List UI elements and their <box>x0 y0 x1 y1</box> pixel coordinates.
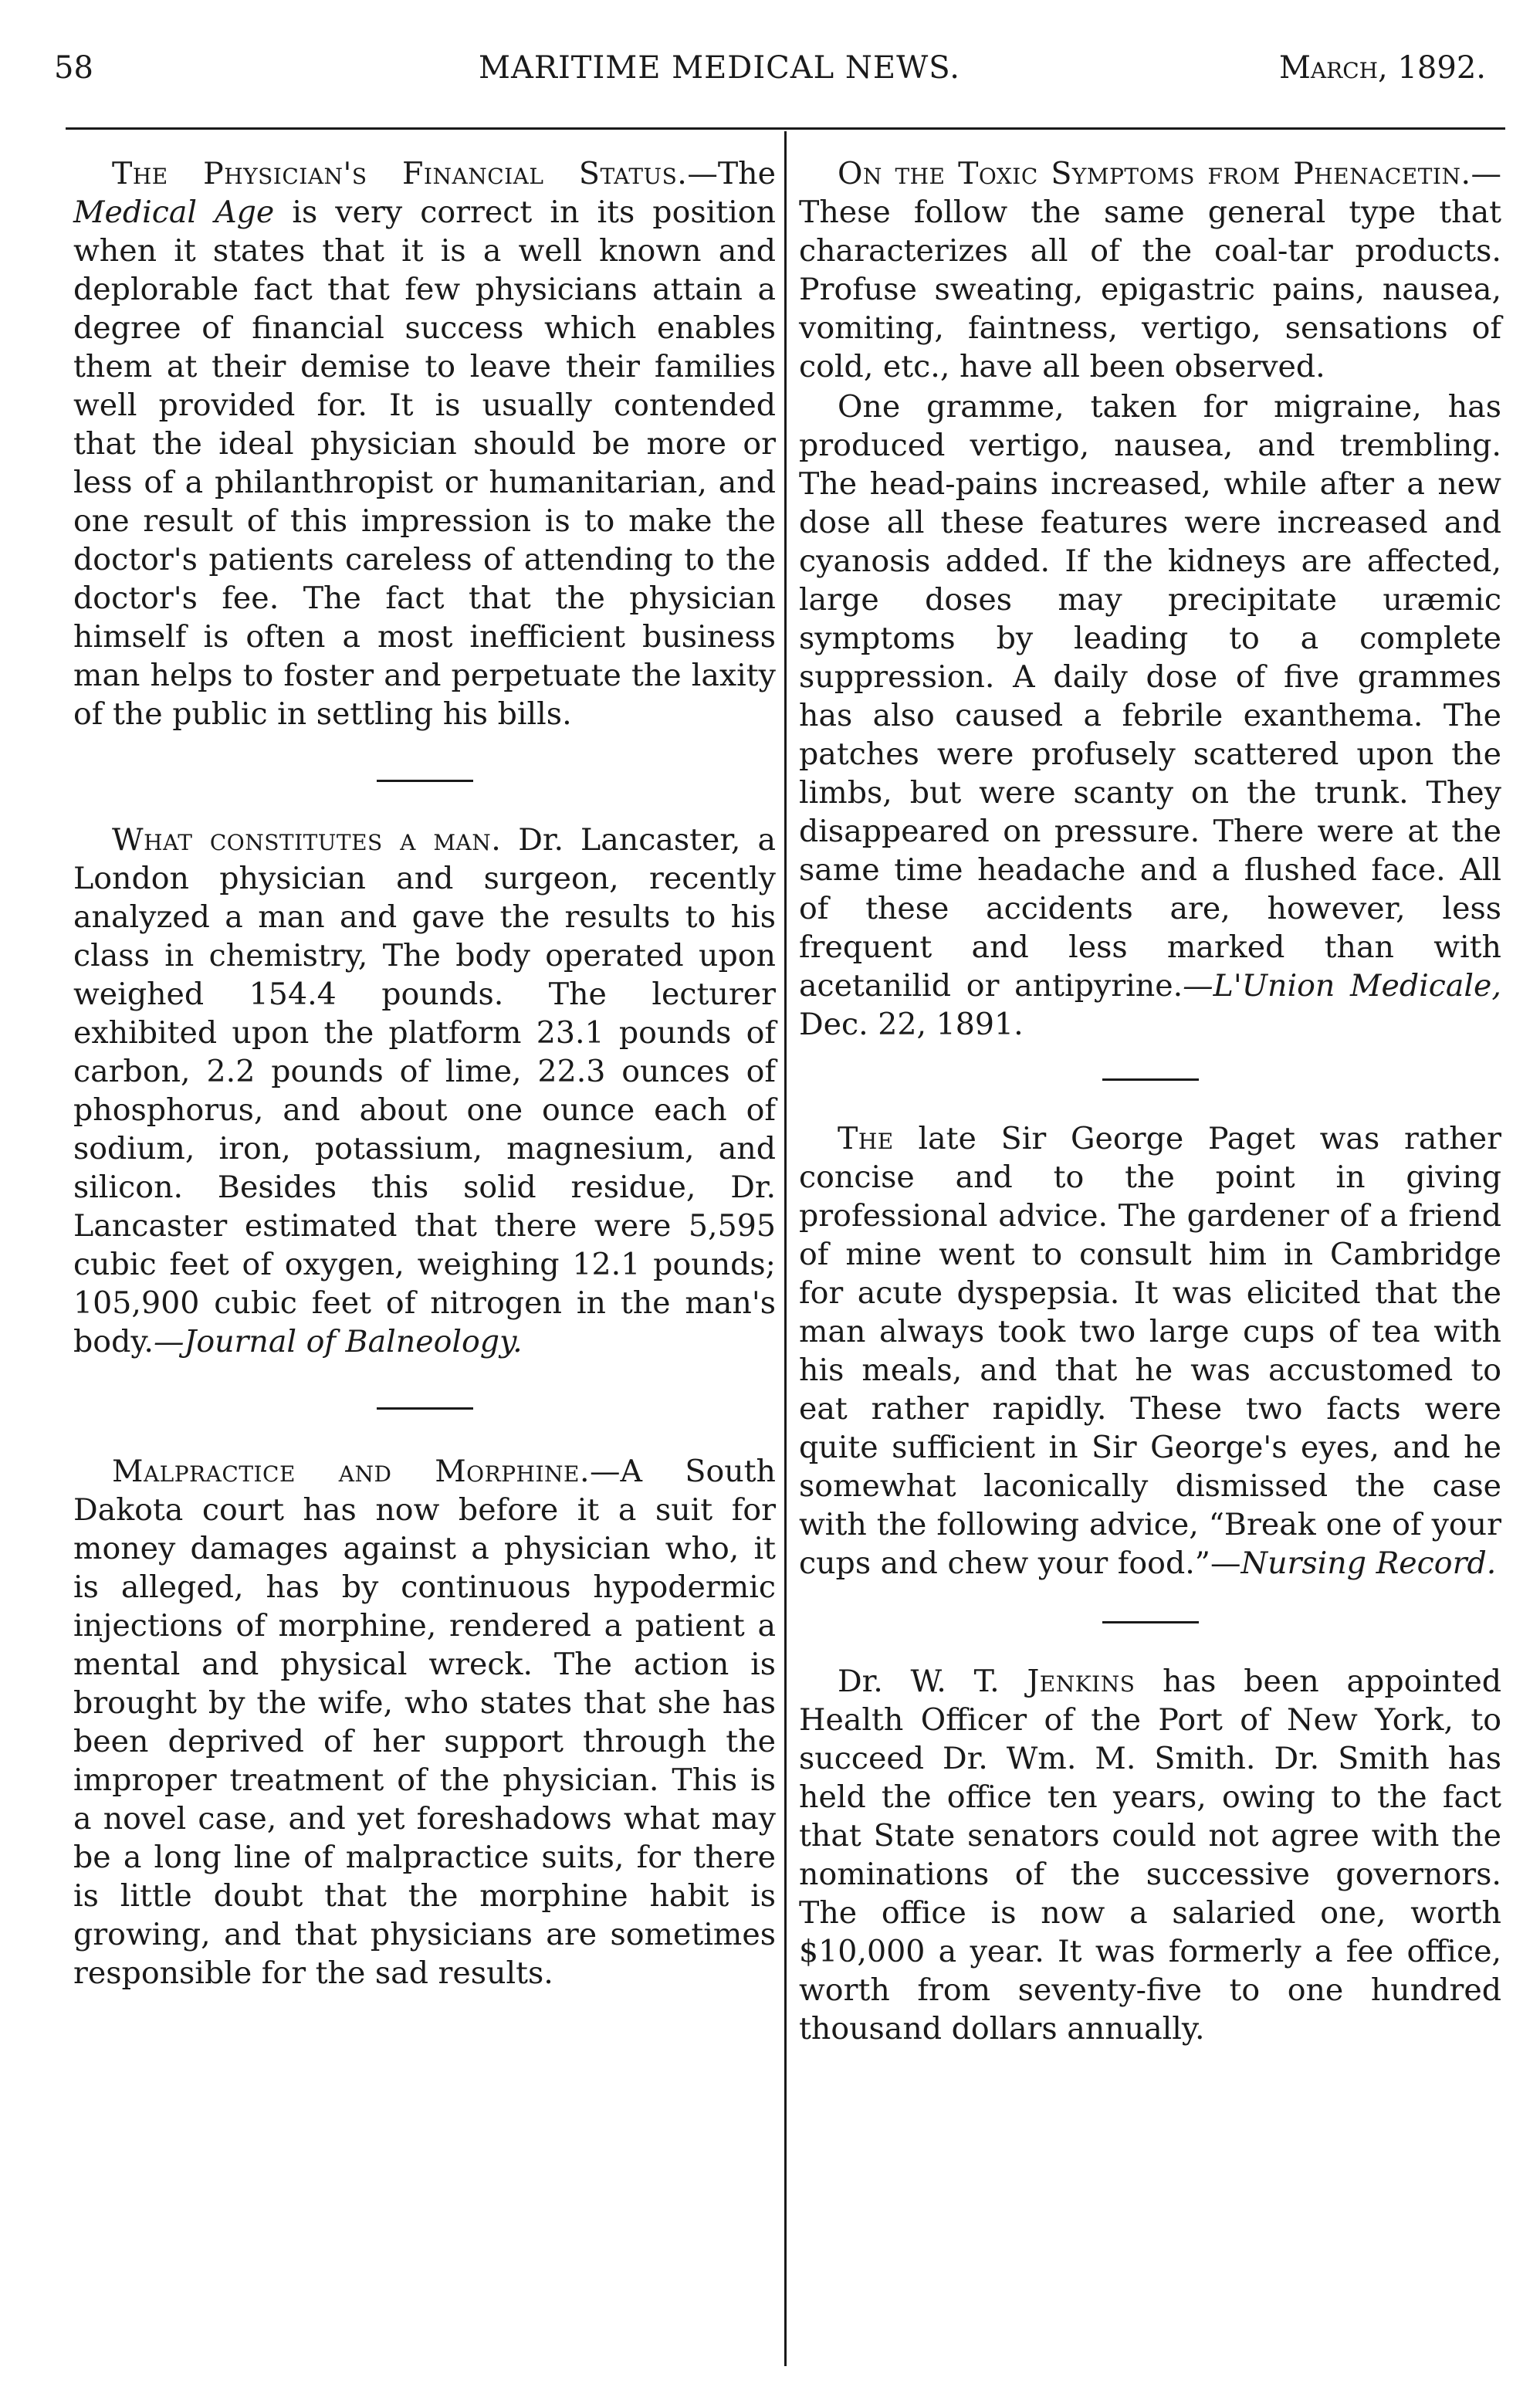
person-name: Jenkins <box>1027 1664 1136 1699</box>
article-lead: The <box>838 1121 894 1156</box>
source-citation: Medical Age <box>73 195 275 230</box>
issue-date: March, 1892. <box>1278 50 1486 86</box>
article-body: Dr. Lancaster, a London physician and surgeon, recently analyzed a man and gave the results to his class in chemistry, The body operated upon weighed 154.4 pounds. The lecturer exhibited upon the platform 23.1 pounds of carbon, 2.2 pounds of lime, 22.3 ounces of phosphorus, and about one ounce each of sodium, iron, potassium, magnesium, and silicon. Besides this solid residue, Dr. Lancaster estimated that there were 5,595 cubic feet of oxygen, weighing 12.1 pounds; 105,900 cubic feet of nitrogen in the man's body. <box>73 822 776 1359</box>
article-jenkins <box>799 1662 1501 2048</box>
header-rule <box>66 127 1505 130</box>
article-paragraph <box>73 821 776 1361</box>
article-body: —A South Dakota court has now before it a suit for money damages against a physician who, it is alleged, has by continuous hypodermic injections of morphine, rendered a patient a mental and physical wreck. The action is brought by the wife, who states that she has been deprived of her support through the improper treatment of the physician. This is a novel case, and yet foreshadows what may be a long line of malpractice suits, for there is little doubt that the morphine habit is growing, and that physicians are sometimes responsible for the sad results. <box>73 1454 776 1991</box>
running-head <box>46 42 1494 89</box>
article-heading: The Physician's Financial Status. <box>112 156 688 191</box>
article-paragraph <box>73 1452 776 1992</box>
article-paragraph <box>799 1662 1501 2048</box>
citation-date: Dec. 22, 1891. <box>799 1007 1024 1042</box>
article-malpractice-morphine <box>73 1452 776 1992</box>
article-paget <box>799 1119 1501 1583</box>
source-citation: —L'Union Medicale, <box>1183 968 1501 1004</box>
column-divider <box>784 131 787 2366</box>
article-phenacetin <box>799 154 1501 1044</box>
article-paragraph <box>799 1119 1501 1583</box>
article-heading: On the Toxic Symptoms from Phenacetin. <box>838 156 1471 191</box>
journal-title: MARITIME MEDICAL NEWS. <box>479 50 960 86</box>
source-citation: —Journal of Balneology. <box>153 1324 523 1359</box>
article-body: —These follow the same general type that characterizes all of the coal-tar products. Profuse sweating, epigastric pains, nausea, vomiting, faintness, vertigo, sensations of cold, etc., have all been observed. <box>799 156 1501 384</box>
section-separator <box>1102 1078 1199 1081</box>
right-column <box>799 154 1501 2048</box>
left-column <box>73 154 776 1992</box>
article-paragraph <box>799 388 1501 1044</box>
page-number: 58 <box>54 50 93 86</box>
article-body: is very correct in its position when it states that it is a well known and deplorable fact that few physicians attain a degree of financial success which enables them at their demise to leave their families well provided for. It is usually contended that the ideal physician should be more or less of a philanthropist or humanitarian, and one result of this impression is to make the doctor's patients careless of attending to the doctor's fee. The fact that the physician himself is often a most inefficient business man helps to foster and perpetuate the laxity of the public in settling his bills. <box>73 195 776 732</box>
article-lead: —The <box>687 156 776 191</box>
article-lead: Dr. W. T. <box>838 1664 1027 1699</box>
article-financial-status <box>73 154 776 733</box>
article-body: late Sir George Paget was rather concise and to the point in giving professional advice. The gardener of a friend of mine went to consult him in Cambridge for acute dyspepsia. It was elicited that the man always took two large cups of tea with his meals, and that he was accustomed to eat rather rapidly. These two facts were quite sufficient in Sir George's eyes, and he somewhat laconically dismissed the case with the following advice, “Break one of your cups and chew your food.”— <box>799 1121 1501 1581</box>
source-citation: Nursing Record. <box>1240 1546 1497 1581</box>
section-separator <box>1102 1621 1199 1623</box>
article-heading: Malpractice and Morphine. <box>112 1454 591 1489</box>
article-heading: What constitutes a man. <box>112 822 502 858</box>
article-body: One gramme, taken for migraine, has produced vertigo, nausea, and trembling. The head-pains increased, while after a new dose all these features were increased and cyanosis added. If the kidneys are affected, large doses may precipitate uræmic symptoms by leading to a complete suppression. A daily dose of five grammes has also caused a febrile exanthema. The patches were profusely scattered upon the limbs, but were scanty on the trunk. They disappeared on pressure. There were at the same time headache and a flushed face. All of these accidents are, however, less frequent and less marked than with acetanilid or antipyrine. <box>799 389 1501 1004</box>
article-body: has been appointed Health Officer of the Port of New York, to succeed Dr. Wm. M. Smith. Dr. Smith has held the office ten years, owing to the fact that State senators could not agree with the nominations of the successive governors. The office is now a salaried one, worth $10,000 a year. It was formerly a fee office, worth from seventy-five to one hundred thousand dollars annually. <box>799 1664 1501 2047</box>
section-separator <box>377 1407 473 1410</box>
section-separator <box>377 780 473 782</box>
article-paragraph <box>799 154 1501 386</box>
article-what-constitutes-a-man <box>73 821 776 1361</box>
article-paragraph <box>73 154 776 733</box>
